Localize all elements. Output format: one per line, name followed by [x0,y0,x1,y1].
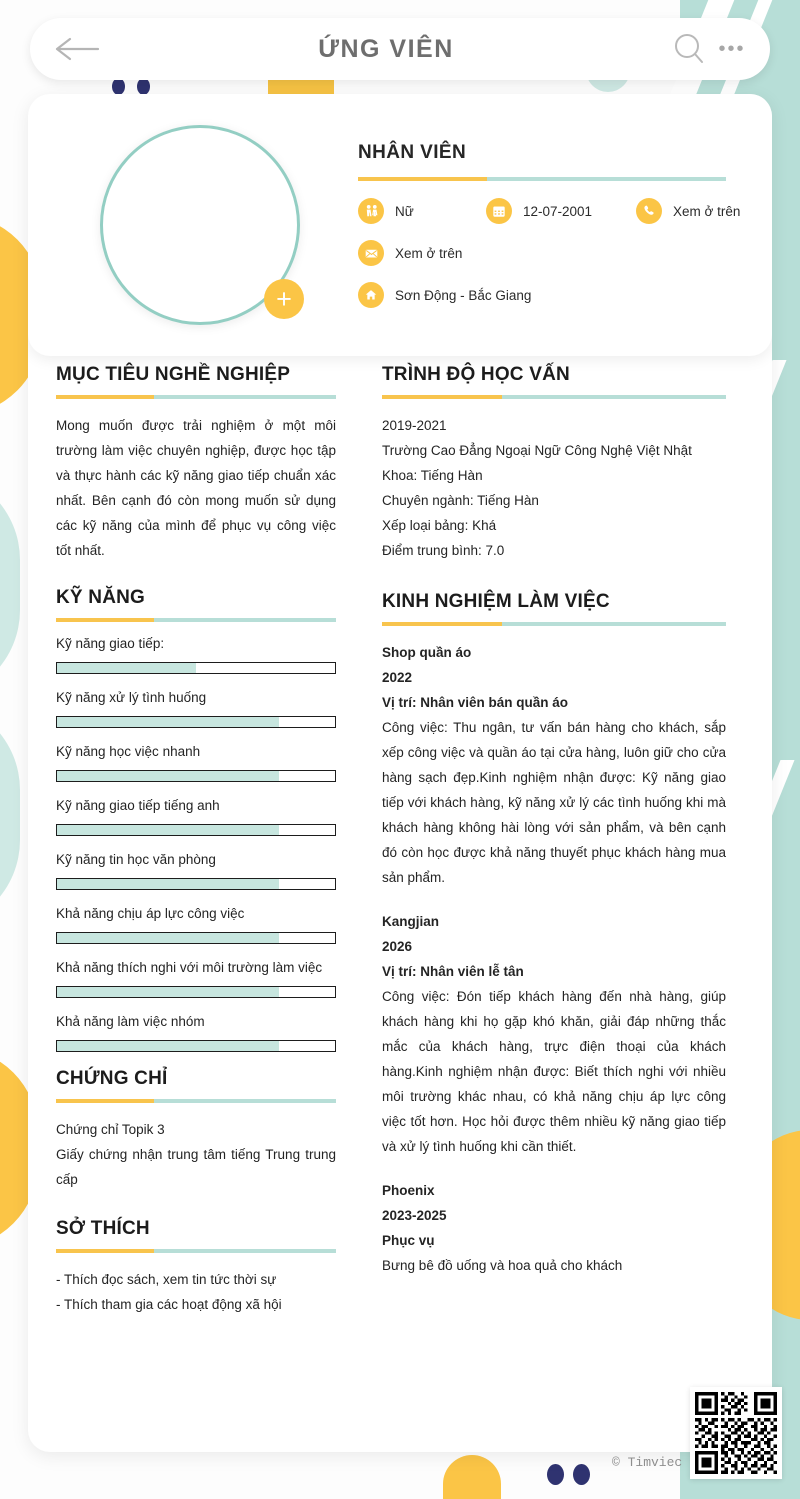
top-app-bar [30,18,770,80]
skill-label: Kỹ năng xử lý tình huống [56,690,207,705]
job-description: Công việc: Đón tiếp khách hàng đến nhà hàng, giúp khách hàng khi họ gặp khó khăn, giải đáp những thắc mắc của khách hàng, trực điện thoại của khách hàng.Kinh nghiệm nhận được: Biết thích nghi với nhiều môi trường khác nhau, có khả năng chịu áp lực công việc tốt hơn. Học hỏi được thêm nhiều kỹ năng giao tiếp và xử lý tình huống khi cần thiết. [382,989,726,1154]
section-rule [56,618,336,622]
section-rule [382,622,726,626]
certificate-line: Giấy chứng nhận trung tâm tiếng Trung trung cấp [56,1147,336,1187]
skill-item [56,744,336,782]
title-rule [358,177,726,181]
education-lines [382,413,726,563]
section-rule [56,1099,336,1103]
gender-icon [358,198,384,224]
skill-bar-fill [57,1041,279,1051]
avatar [100,125,300,325]
objective-body: Mong muốn được trải nghiệm ở một môi trường làm việc chuyên nghiệp, được học tập và thực hành các kỹ năng giao tiếp chuẩn xác nhất. Bên cạnh đó còn mong muốn sử dụng các kỹ năng của mình để phục vụ công việc tốt nhất. [56,418,336,558]
job-company: Phoenix [382,1183,435,1198]
certificate-line: Chứng chỉ Topik 3 [56,1122,165,1137]
skill-label: Khả năng thích nghi với môi trường làm việc [56,960,323,975]
page-title: ỨNG VIÊN [318,34,454,63]
birthday-value: 12-07-2001 [523,203,593,219]
phone-value: Xem ở trên [673,203,741,219]
skills-list [56,636,336,1052]
section-title: TRÌNH ĐỘ HỌC VẤN [382,364,570,385]
gender-value: Nữ [395,203,414,219]
job-position: Vị trí: Nhân viên bán quần áo [382,695,569,710]
navy-dot [112,78,125,95]
job-description: Công việc: Thu ngân, tư vấn bán hàng cho khách, sắp xếp công việc và quần áo tại cửa hàng, luôn giữ cho cửa hàng sạch đẹp.Kinh nghiệm nhận được: Kỹ năng giao tiếp với khách hàng, kỹ năng xử lý các tình huống khi mà khách hàng không hài lòng với sản phẩm, và bên cạnh đó còn học được khả năng thuyết phục khách hàng mua sản phẩm. [382,720,726,885]
address-field [358,282,531,308]
skill-item [56,906,336,944]
experience-item [382,909,726,1159]
mail-icon [358,240,384,266]
calendar-icon [486,198,512,224]
section-rule [56,1249,336,1253]
job-company: Kangjian [382,914,440,929]
info-row [358,240,758,266]
content-columns [28,364,772,1321]
job-position: Phục vụ [382,1233,435,1248]
skill-label: Khả năng làm việc nhóm [56,1014,205,1029]
section-title: KINH NGHIỆM LÀM VIỆC [382,591,610,612]
experience-item [382,1178,726,1278]
copyright: © Timviec [612,1455,683,1470]
experience-item [382,640,726,890]
search-icon[interactable] [672,32,706,66]
teal-arc-left [0,470,20,700]
phone-field [636,198,740,224]
skill-bar [56,662,336,674]
education-line: Khoa: Tiếng Hàn [382,468,483,483]
education-line: Trường Cao Đẳng Ngoại Ngữ Công Nghệ Việt Nhật [382,443,692,458]
candidate-name: NHÂN VIÊN [358,142,467,163]
info-row [358,198,758,224]
home-icon [358,282,384,308]
skill-bar [56,716,336,728]
section-title: MỤC TIÊU NGHỀ NGHIỆP [56,364,291,385]
skill-bar-fill [57,663,196,673]
info-row [358,282,758,308]
navy-dot [547,1464,564,1485]
skill-bar-fill [57,771,279,781]
gender-field [358,198,486,224]
skill-label: Kỹ năng tin học văn phòng [56,852,216,867]
skill-bar-fill [57,825,279,835]
yellow-arch-bottom [443,1455,501,1499]
profile-info [358,142,758,308]
skill-bar [56,986,336,998]
section-title: SỞ THÍCH [56,1218,150,1239]
hobby-line: - Thích tham gia các hoạt động xã hội [56,1297,282,1312]
education-line: Xếp loại bảng: Khá [382,518,497,533]
skill-bar-fill [57,879,279,889]
section-title: KỸ NĂNG [56,587,146,608]
skill-label: Kỹ năng giao tiếp tiếng anh [56,798,220,813]
job-period: 2026 [382,939,413,954]
section-experience [382,591,726,1278]
email-value: Xem ở trên [395,245,463,261]
arrow-left-icon[interactable] [54,34,100,64]
section-skills [56,587,336,1052]
section-hobbies [56,1218,336,1317]
section-objective [56,364,336,563]
address-value: Sơn Động - Bắc Giang [395,287,532,303]
phone-icon [636,198,662,224]
skill-bar [56,932,336,944]
education-line: 2019-2021 [382,418,447,433]
qr-code[interactable] [690,1387,782,1479]
skill-bar [56,770,336,782]
skill-item [56,1014,336,1052]
job-period: 2023-2025 [382,1208,447,1223]
left-column [28,364,358,1321]
section-certificates [56,1068,336,1192]
skill-item [56,960,336,998]
right-column [358,364,772,1321]
email-field [358,240,462,266]
section-education [382,364,726,563]
hobby-line: - Thích đọc sách, xem tin tức thời sự [56,1272,277,1287]
education-line: Chuyên ngành: Tiếng Hàn [382,493,539,508]
skill-bar-fill [57,987,279,997]
job-company: Shop quần áo [382,645,472,660]
education-line: Điểm trung bình: 7.0 [382,543,505,558]
skill-bar [56,824,336,836]
skill-bar [56,878,336,890]
job-position: Vị trí: Nhân viên lễ tân [382,964,524,979]
experience-list [382,640,726,1278]
profile-card [28,94,772,356]
skill-bar-fill [57,717,279,727]
birthday-field [486,198,636,224]
skill-bar-fill [57,933,279,943]
add-photo-button[interactable]: + [264,279,304,319]
job-period: 2022 [382,670,413,685]
cv-sheet [28,94,772,1452]
navy-dot [573,1464,590,1485]
more-options-icon[interactable]: ••• [718,38,746,60]
skill-label: Khả năng chịu áp lực công việc [56,906,245,921]
navy-dot [137,78,150,95]
skill-item [56,690,336,728]
section-title: CHỨNG CHỈ [56,1068,168,1089]
section-rule [56,395,336,399]
section-rule [382,395,726,399]
skill-item [56,798,336,836]
skill-bar [56,1040,336,1052]
teal-arc-left [0,700,20,930]
skill-item [56,852,336,890]
skill-label: Kỹ năng giao tiếp: [56,636,165,651]
skill-item [56,636,336,674]
skill-label: Kỹ năng học việc nhanh [56,744,201,759]
job-description: Bưng bê đồ uống và hoa quả cho khách [382,1258,623,1273]
